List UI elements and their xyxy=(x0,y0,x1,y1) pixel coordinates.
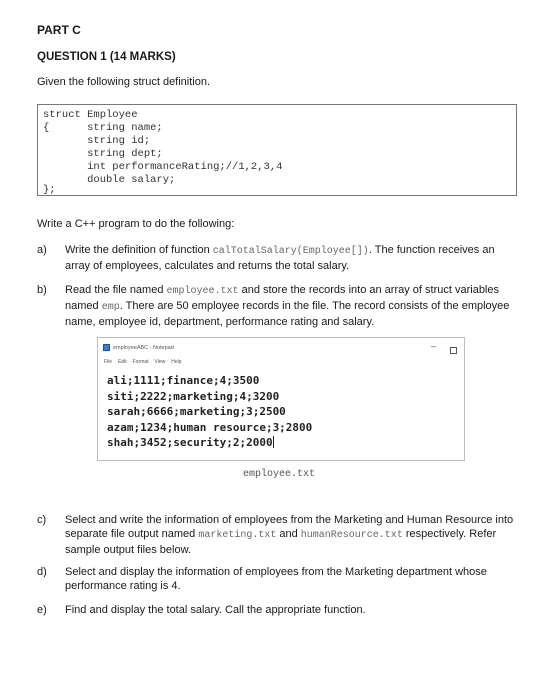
item-text: Select and write the information of employees from the Marketing and Human Resource into separate file output named xyxy=(65,514,514,540)
item-text: and store the records into an array of struct variables named xyxy=(65,284,499,312)
question-item-b xyxy=(37,283,521,329)
item-text: Find and display the total salary. Call the appropriate function. xyxy=(65,604,366,616)
text-cursor xyxy=(273,436,274,448)
file-line: siti;2222;marketing;4;3200 xyxy=(107,389,280,403)
part-heading: PART C xyxy=(37,23,81,37)
item-text: respectively. Refer sample output files below. xyxy=(65,528,497,556)
item-label: a) xyxy=(37,244,47,256)
menu-file[interactable]: File xyxy=(104,359,113,365)
code-line: { string name; xyxy=(43,122,163,134)
figure-caption: employee.txt xyxy=(242,469,315,480)
question-item-d xyxy=(37,565,521,593)
struct-code-box xyxy=(37,104,517,196)
inline-code: emp xyxy=(101,302,120,313)
menu-format[interactable]: Format xyxy=(132,359,149,365)
notepad-title-bar xyxy=(103,344,174,351)
file-line: ali;1111;finance;4;3500 xyxy=(107,374,260,387)
maximize-icon[interactable] xyxy=(450,347,457,354)
code-line: double salary; xyxy=(43,174,176,186)
code-line: string id; xyxy=(43,135,151,147)
item-label: e) xyxy=(37,604,47,616)
item-text: Write the definition of function xyxy=(65,244,213,256)
item-text: . There are 50 employee records in the file. The record consists of the employee name, employee id, department, performance rating and salary. xyxy=(65,300,510,328)
inline-code: humanResource.txt xyxy=(300,530,403,541)
item-text: Select and display the information of employees from the Marketing department whose performance rating is 4. xyxy=(65,566,487,592)
menu-help[interactable]: Help xyxy=(171,359,182,365)
code-line: struct Employee xyxy=(43,109,138,121)
item-label: d) xyxy=(37,566,47,578)
instruction-text: Write a C++ program to do the following: xyxy=(37,218,235,230)
question-heading: QUESTION 1 (14 MARKS) xyxy=(37,51,176,63)
item-text: . The function receives an array of employees, calculates and returns the total salary. xyxy=(65,244,495,272)
menu-edit[interactable]: Edit xyxy=(118,359,127,365)
notepad-icon xyxy=(103,344,110,351)
inline-code: calTotalSalary(Employee[]) xyxy=(212,246,369,257)
item-text: Read the file named xyxy=(65,284,167,296)
notepad-window xyxy=(97,337,465,461)
question-item-e xyxy=(37,603,521,617)
notepad-menu xyxy=(104,359,188,365)
notepad-title: employeeABC - Notepad xyxy=(113,344,174,351)
file-line: sarah;6666;marketing;3;2500 xyxy=(107,405,286,418)
item-label: b) xyxy=(37,284,47,296)
question-item-a xyxy=(37,243,521,273)
item-text: and xyxy=(276,528,301,540)
inline-code: marketing.txt xyxy=(198,530,277,541)
code-line: int performanceRating;//1,2,3,4 xyxy=(43,161,283,173)
question-item-c xyxy=(37,513,521,557)
item-label: c) xyxy=(37,514,47,526)
notepad-text-area[interactable] xyxy=(107,373,312,451)
code-line: string dept; xyxy=(43,148,163,160)
inline-code: employee.txt xyxy=(166,286,239,297)
menu-view[interactable]: View xyxy=(154,359,166,365)
minimize-icon[interactable]: – xyxy=(430,341,436,351)
code-line: }; xyxy=(43,184,56,196)
file-line: shah;3452;security;2;2000 xyxy=(107,436,273,449)
given-text: Given the following struct definition. xyxy=(37,76,211,88)
file-line: azam;1234;human resource;3;2800 xyxy=(107,420,313,434)
